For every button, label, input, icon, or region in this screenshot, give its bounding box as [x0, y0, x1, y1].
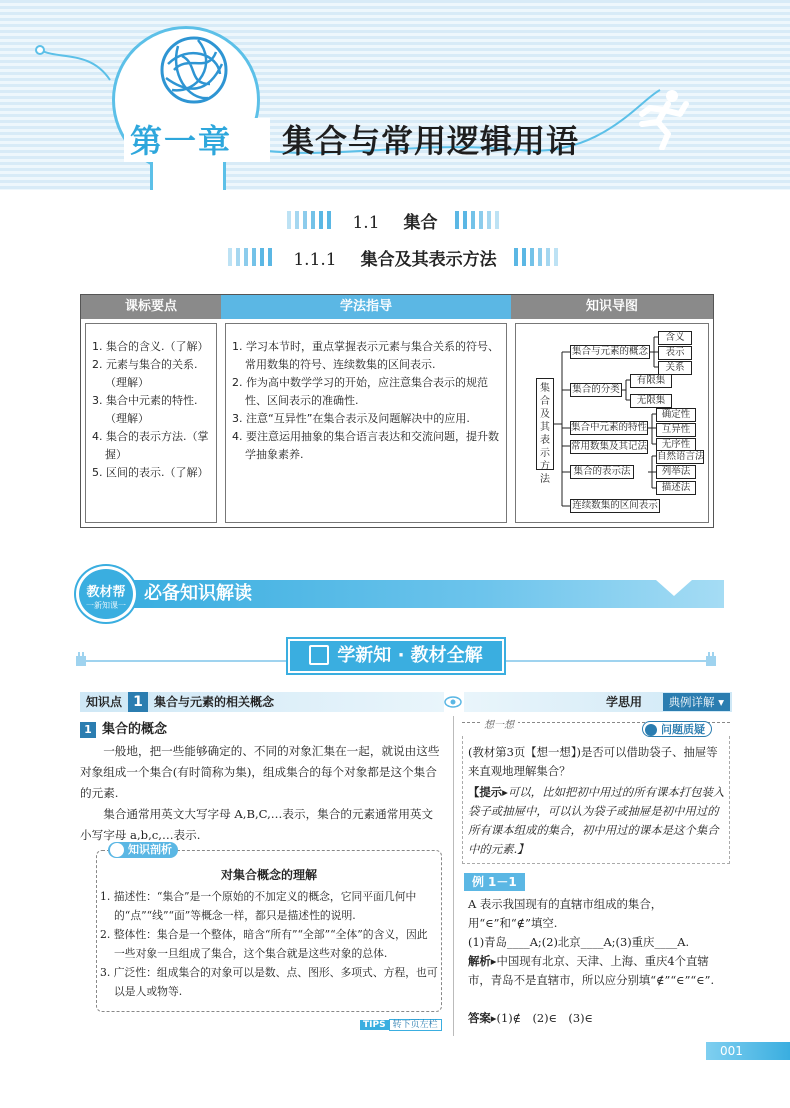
- runner-icon: [628, 84, 698, 150]
- example-blanks: (1)青岛____A;(2)北京____A;(3)重庆____A.: [468, 935, 690, 949]
- list-item: 4. 集合的表示方法.（掌握）: [92, 430, 209, 461]
- badge-sub-text: 一新知课一: [86, 601, 126, 610]
- mind-map-leaf: 无限集: [630, 394, 672, 408]
- example-analysis: [468, 952, 728, 990]
- column-divider: [453, 716, 454, 1036]
- mind-map-root: 集合及其表示方法: [536, 378, 554, 470]
- mind-map-leaf: 无序性: [656, 438, 696, 452]
- section-title-row: [0, 208, 790, 233]
- notation-paragraph: 集合通常用英文大写字母 A,B,C,…表示，集合的元素通常用英文小写字母 a,b,c,…表示.: [80, 807, 434, 842]
- list-item: 2. 元素与集合的关系.（理解）: [92, 358, 198, 389]
- eye-icon: [444, 693, 462, 711]
- example-statement: A 表示我国现有的直辖市组成的集合，用“∈”和“∉”填空.: [468, 897, 663, 930]
- list-item: 3. 集合中元素的特性.（理解）: [92, 394, 198, 425]
- section-bars-left: [287, 211, 335, 231]
- plug-icon: [74, 652, 88, 670]
- mind-map-leaf: 自然语言法: [657, 451, 705, 462]
- subsection-title: 1.1.1 集合及其表示方法: [293, 250, 497, 270]
- mind-map-leaf: 表示: [658, 346, 692, 360]
- study-guide-list: [232, 338, 500, 464]
- analysis-icon: [110, 843, 124, 857]
- list-item: 3. 注意“互异性”在集合表示及问题解决中的应用.: [232, 412, 470, 425]
- tips-text: 转下页左栏: [389, 1019, 442, 1031]
- column-header: 课标要点: [81, 295, 221, 319]
- analysis-text: 中国现有北京、天津、上海、重庆4个直辖市，青岛不是直辖市，所以应分别填“∉”“∈”“∈”.: [468, 954, 715, 987]
- badge-main-text: 教材帮: [86, 585, 126, 600]
- hint-label: 【提示▸: [468, 785, 508, 799]
- list-item: 1. 描述性：“集合”是一个原始的不加定义的概念，它同平面几何中的“点”“线”“面”等概念一样，都只是描述性的说明.: [100, 890, 417, 922]
- analysis-title: 对集合概念的理解: [220, 868, 317, 882]
- knowledge-point-tag: 知识点: [86, 695, 123, 709]
- question-icon: [645, 724, 657, 736]
- section-title: 1.1 集合: [352, 213, 438, 233]
- practice-header: [464, 692, 732, 712]
- left-column: [80, 718, 444, 846]
- knowledge-point-number: 1: [128, 692, 148, 712]
- example-tag: [464, 873, 525, 891]
- knowledge-map-column: [511, 295, 713, 527]
- banner-notch: [656, 580, 692, 596]
- section-bars-left: [228, 248, 276, 268]
- hint-block: [468, 783, 728, 859]
- mind-map-leaf: 关系: [658, 361, 692, 375]
- chapter-title: 集合与常用逻辑用语: [282, 122, 580, 160]
- answer-text: (1)∉ (2)∈ (3)∈: [496, 1011, 593, 1025]
- curriculum-points-column: [81, 295, 221, 527]
- think-label: 想一想: [480, 716, 518, 731]
- list-item: 1. 学习本节时，重点掌握表示元素与集合关系的符号、常用数集的符号、连续数集的区间表示.: [232, 340, 499, 371]
- knowledge-analysis-tag: 知识剖析: [108, 842, 178, 858]
- knowledge-point-name: 集合与元素的相关概念: [154, 695, 275, 709]
- subsection-title-row: [0, 245, 790, 270]
- plug-icon: [704, 652, 718, 670]
- list-item: 5. 区间的表示.（了解）: [92, 466, 209, 479]
- page-number: 001: [706, 1042, 790, 1060]
- overview-table: [80, 294, 714, 528]
- study-guide-column: [221, 295, 511, 527]
- textbook-help-badge: [76, 566, 136, 622]
- mind-map-leaf: 确定性: [656, 408, 696, 422]
- tips-note: [360, 1018, 442, 1032]
- notebook-icon: [309, 645, 329, 665]
- chapter-number: 第一章: [130, 122, 233, 160]
- mind-map-node: 常用数集及其记法: [571, 441, 648, 452]
- example-details-button[interactable]: 典例详解 ▾: [663, 693, 730, 711]
- list-item: 2. 作为高中数学学习的开始，应注意集合表示的规范性、区间表示的准确性.: [232, 376, 488, 407]
- mind-map: [515, 323, 709, 523]
- mind-map-node: 集合的表示法: [570, 465, 634, 479]
- question-tag: 问题质疑: [642, 721, 712, 737]
- analysis-list: [100, 887, 438, 1001]
- banner-title: 必备知识解读: [144, 583, 252, 604]
- concept-subheading: 1 集合的概念: [80, 718, 444, 738]
- mind-map-leaf: 互异性: [656, 423, 696, 437]
- new-knowledge-title: 学新知 · 教材全解: [337, 645, 483, 666]
- section-bars-right: [514, 248, 562, 268]
- mind-map-node: 连续数集的区间表示: [570, 499, 660, 513]
- hint-text: 可以，比如把初中用过的所有课本打包装入袋子或抽屉中，可以认为袋子或抽屉是初中用过的所有课本组成的集合，初中用过的课本是这个集合中的元素.】: [468, 785, 725, 856]
- section-bars-right: [455, 211, 503, 231]
- list-item: 3. 广泛性：组成集合的对象可以是数、点、图形、多项式、方程，也可以是人或物等.: [100, 966, 438, 998]
- practice-label: 学思用: [605, 695, 642, 709]
- mind-map-node: 集合与元素的概念: [571, 346, 648, 357]
- mind-map-leaf: 列举法: [656, 465, 696, 479]
- example-number: 1－1: [488, 875, 517, 889]
- think-question: (教材第3页【想一想】)是否可以借助袋子、抽屉等来直观地理解集合？: [468, 745, 718, 778]
- mind-map-leaf: 含义: [658, 331, 692, 345]
- mind-map-leaf: 描述法: [656, 481, 696, 495]
- tips-label: TIPS: [360, 1020, 389, 1030]
- column-header: 学法指导: [221, 295, 511, 319]
- list-item: 1. 集合的含义.（了解）: [92, 340, 209, 353]
- new-knowledge-title-box: [286, 637, 506, 675]
- analysis-label: 解析▸: [468, 954, 497, 968]
- curriculum-list: [92, 338, 212, 482]
- definition-paragraph: 一般地，把一些能够确定的、不同的对象汇集在一起，就说由这些对象组成一个集合(有时简称为集)，组成集合的每个对象都是这个集合的元素.: [80, 744, 440, 800]
- mind-map-node: 集合的分类: [570, 383, 622, 397]
- column-header: 知识导图: [511, 295, 713, 319]
- example-answer: [468, 1009, 728, 1028]
- yarn-ball-icon: [158, 34, 230, 106]
- mind-map-node: 集合中元素的特性: [571, 422, 648, 433]
- answer-label: 答案▸: [468, 1011, 497, 1025]
- list-item: 2. 整体性：集合是一个整体，暗含“所有”“全部”“全体”的含义，因此一些对象一旦组成了集合，这个集合就是这些对象的总体.: [100, 928, 428, 960]
- list-item: 4. 要注意运用抽象的集合语言表达和交流问题，提升数学抽象素养.: [232, 430, 499, 461]
- knowledge-point-header: [80, 692, 444, 712]
- example-label: 例: [472, 875, 485, 889]
- mind-map-leaf: 有限集: [630, 374, 672, 388]
